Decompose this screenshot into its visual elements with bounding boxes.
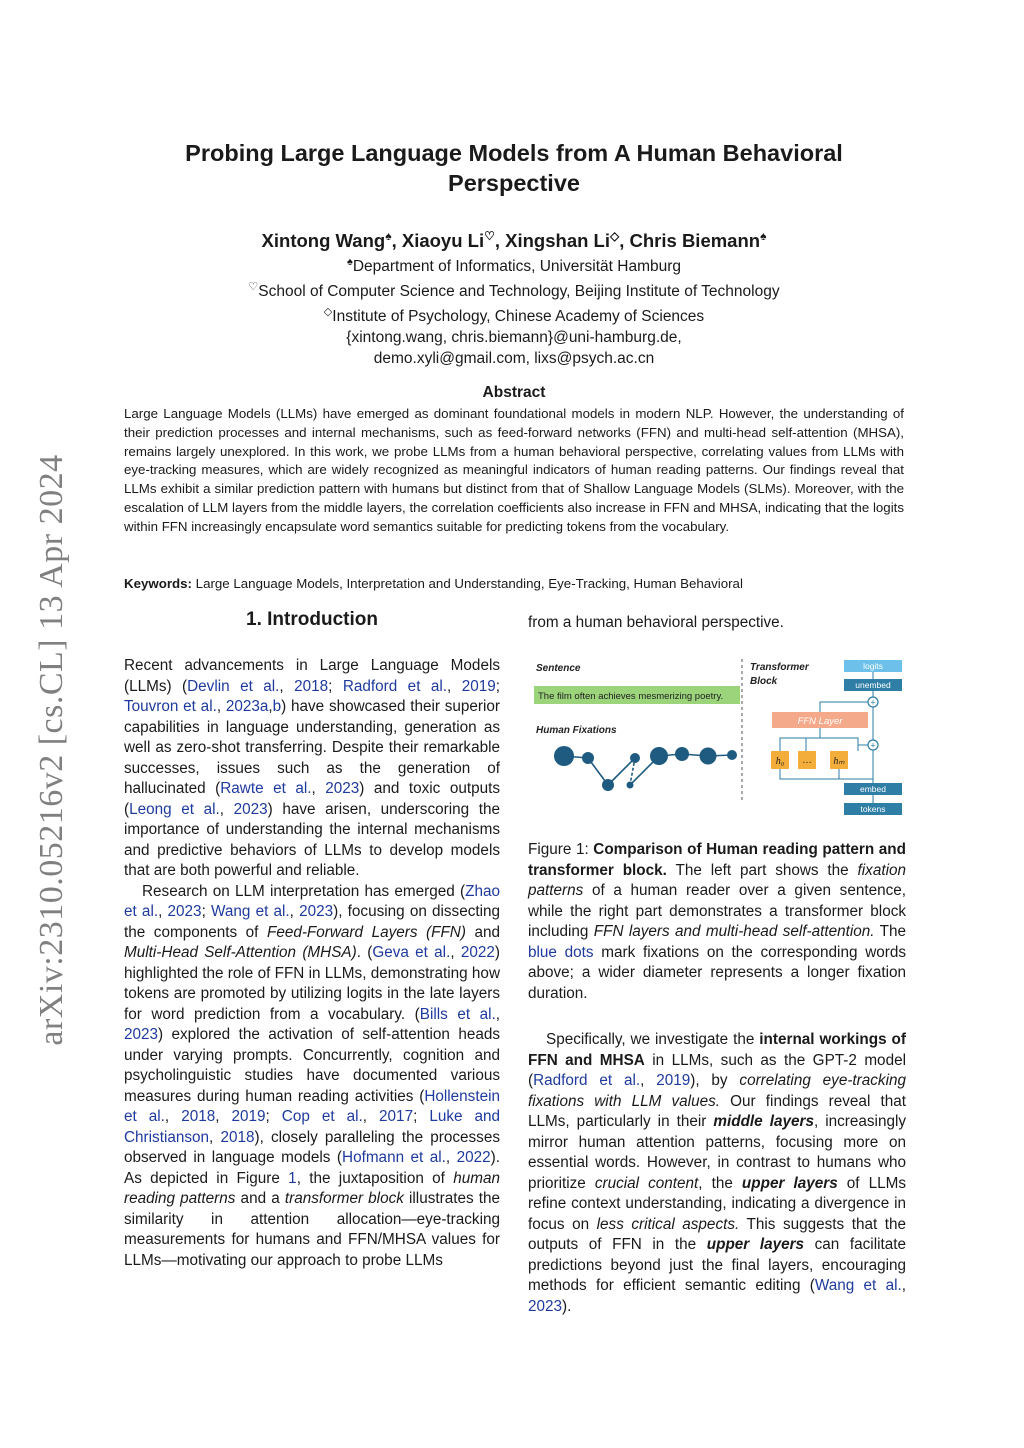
- author-3-mark: ◇: [610, 229, 620, 243]
- text: of LLMs refine context understanding, indicating a divergence in focus on: [528, 1174, 906, 1233]
- strong-emphasis: upper layers: [706, 1236, 805, 1253]
- text: ) explored the activation of self-attention heads under varying prompts. Concurrently, cognition and psycholinguistic studies have documented various measures during human reading activities (: [124, 1026, 500, 1105]
- left-column: [124, 656, 500, 1271]
- affiliation-1-mark: ♠: [346, 256, 353, 268]
- sentence-label: Sentence: [536, 663, 581, 674]
- figure-1: [528, 655, 908, 825]
- text: Our findings reveal that LLMs, particularly in their: [528, 1092, 907, 1130]
- text: Recent advancements in Large Language Models (LLMs) (: [124, 657, 500, 695]
- emphasis: crucial content: [594, 1174, 699, 1192]
- text: ,: [311, 780, 326, 797]
- citation-link[interactable]: 2023: [325, 780, 360, 797]
- keywords-text: Large Language Models, Interpretation and Understanding, Eye-Tracking, Human Behavioral: [191, 576, 743, 591]
- email-line-2: demo.xyli@gmail.com, lixs@psych.ac.cn: [373, 350, 655, 368]
- citation-link[interactable]: Cop et al.: [281, 1108, 363, 1125]
- text: ;: [495, 677, 500, 695]
- fixation-dot-6: [650, 747, 668, 765]
- text: ) have arisen, underscoring the importance of understanding the internal mechanisms and predictive behaviors of LLMs to develop models that are both powerful and reliable.: [124, 800, 500, 879]
- emphasis: correlating eye-tracking fixations with LLM values.: [528, 1072, 906, 1110]
- affiliation-2: [124, 277, 904, 302]
- emphasis: Feed-Forward Layers (FFN): [266, 923, 466, 941]
- plus-upper: +: [870, 697, 876, 708]
- text: ).: [562, 1297, 572, 1315]
- emphasis: Multi-Head Self-Attention (MHSA): [124, 944, 357, 961]
- affiliation-2-text: School of Computer Science and Technology, Beijing Institute of Technology: [258, 283, 780, 301]
- citation-link[interactable]: 2017: [379, 1108, 414, 1125]
- citation-link[interactable]: 2018: [294, 677, 329, 695]
- text: illustrates the similarity in attention allocation—eye-tracking measurements for humans and FFN/MHSA values for LLMs—motivating our approach to probe LLMs: [124, 1190, 501, 1269]
- text: ;: [413, 1108, 430, 1125]
- fixation-dot-3: [602, 779, 614, 791]
- text: ;: [201, 903, 211, 920]
- section-heading-introduction: 1. Introduction: [246, 609, 378, 630]
- right-column-continuation: from a human behavioral perspective.: [528, 614, 784, 631]
- heads-input-line: [780, 769, 873, 779]
- text: , the: [698, 1174, 742, 1192]
- text: of a human reader over a given sentence, while the right part demonstrates a transformer block including: [528, 882, 906, 940]
- citation-link[interactable]: 2023: [167, 903, 202, 920]
- caption-bold: Comparison of Human reading pattern and transformer block.: [528, 841, 906, 879]
- title-line-1: Probing Large Language Models from A Human Behavioral: [185, 140, 843, 166]
- citation-link[interactable]: 2019: [231, 1108, 266, 1125]
- plus-lower: +: [870, 740, 876, 751]
- text: ,: [447, 677, 462, 695]
- text: Research on LLM interpretation has emerged (: [142, 882, 466, 900]
- figure-1-caption: [528, 840, 906, 1004]
- author-1-mark: ♠: [385, 229, 392, 243]
- text: and a: [235, 1190, 285, 1207]
- text: The left part shows the: [666, 861, 858, 879]
- citation-link[interactable]: Zhao et al.: [124, 882, 500, 920]
- affiliation-block: [124, 252, 904, 369]
- affiliation-2-mark: ♡: [248, 281, 259, 294]
- heads-bracket: [780, 738, 858, 751]
- figure-1-diagram: [528, 655, 908, 825]
- ffn-layer-label: FFN Layer: [797, 716, 843, 727]
- figure-ref-link[interactable]: 1: [288, 1169, 297, 1187]
- author-3: , Xingshan Li: [494, 230, 610, 252]
- text: ,: [158, 903, 168, 920]
- citation-link[interactable]: Radford et al.: [533, 1072, 641, 1089]
- text: , the juxtaposition of: [296, 1169, 454, 1187]
- strong: internal workings of FFN and MHSA: [528, 1031, 906, 1069]
- citation-link[interactable]: Leong et al.: [129, 800, 220, 818]
- citation-link[interactable]: Hofmann et al.: [342, 1149, 446, 1166]
- text: ,: [268, 698, 273, 715]
- email-line-1: {xintong.wang, chris.biemann}@uni-hamburg.de,: [346, 329, 682, 347]
- emphasis: less critical aspects.: [596, 1215, 740, 1233]
- arxiv-sidebar: [0, 0, 95, 1448]
- unembed-label: unembed: [855, 680, 891, 690]
- fixations-label: Human Fixations: [536, 725, 617, 736]
- citation-link[interactable]: 2023: [528, 1297, 563, 1315]
- abstract-text: Large Language Models (LLMs) have emerged as dominant foundational models in modern NLP. However, the understanding of their prediction processes and internal mechanisms, such as feed-forward networks (FFN) and multi-head self-attention (MHSA), remains largely unexplored. In this work, we probe LLMs from a human behavioral perspective, correlating values from LLMs with eye-tracking measures, which are widely recognized as meaningful indicators of human reading patterns. Our findings reveal that LLMs exhibit a similar prediction pattern with humans but distinct from that of Shallow Language Models (SLMs). Moreover, with the escalation of LLM layers from the middle layers, the correlation coefficients also increase in FFN and MHSA, indicating that the logits within FFN increasingly encapsulate word semantics suitable for predicting tokens from the vocabulary.: [124, 406, 904, 534]
- text: , increasingly mirror human attention patterns, focusing more on essential words. However, in contrast to humans who prioritize: [528, 1113, 907, 1192]
- text: This suggests that the outputs of FFN in the: [528, 1215, 907, 1253]
- text: Specifically, we investigate the: [546, 1031, 760, 1048]
- fixation-dot-4: [630, 753, 640, 763]
- text: ;: [328, 677, 343, 695]
- text: ,: [279, 677, 295, 695]
- text: ;: [265, 1108, 282, 1125]
- text: ,: [164, 1108, 182, 1125]
- citation-link[interactable]: 2022: [456, 1149, 491, 1166]
- strong-emphasis: middle layers: [713, 1113, 814, 1130]
- right-column: [528, 1030, 906, 1317]
- text: ,: [901, 1277, 906, 1294]
- head-h0-label: h₀: [775, 756, 785, 767]
- sentence-text: The film often achieves mesmerizing poetry.: [538, 691, 724, 702]
- abstract-heading: Abstract: [482, 384, 546, 401]
- citation-link[interactable]: 2023: [233, 800, 268, 818]
- text: ,: [216, 698, 226, 715]
- citation-link[interactable]: Hollenstein et al.: [124, 1087, 500, 1125]
- citation-link[interactable]: 2022: [460, 944, 495, 961]
- arxiv-id-stamp: arXiv:2310.05216v2 [cs.CL] 13 Apr 2024: [33, 454, 70, 1046]
- text: ,: [215, 1108, 232, 1125]
- affiliation-1-text: Department of Informatics, Universität Hamburg: [352, 258, 682, 276]
- citation-link[interactable]: 2023: [299, 903, 334, 920]
- fixation-dot-1: [554, 746, 574, 766]
- text: ,: [445, 1149, 457, 1166]
- text: ), by: [690, 1072, 740, 1089]
- citation-link[interactable]: Wang et al.: [814, 1277, 902, 1294]
- head-dots-label: …: [802, 755, 812, 766]
- keywords-line: [124, 576, 904, 591]
- citation-link[interactable]: Geva et al.: [372, 944, 451, 961]
- emphasis: fixation patterns: [528, 861, 906, 899]
- citation-link[interactable]: 2019: [461, 677, 496, 695]
- text: ,: [362, 1108, 380, 1125]
- citation-link[interactable]: 2018: [220, 1128, 255, 1146]
- embed-label: embed: [860, 784, 886, 794]
- citation-link[interactable]: Luke and Christianson: [124, 1108, 501, 1146]
- text: ,: [640, 1072, 657, 1089]
- citation-link[interactable]: 2023: [124, 1026, 159, 1043]
- text: in LLMs, such as the GPT-2 model (: [528, 1051, 906, 1089]
- affiliation-3-mark: ◇: [323, 306, 333, 319]
- citation-link[interactable]: Bills et al.: [419, 1005, 496, 1023]
- paper-title: [124, 138, 904, 198]
- fixation-dot-2: [582, 752, 594, 764]
- citation-link[interactable]: Rawte et al.: [220, 780, 312, 797]
- citation-link[interactable]: Wang et al.: [211, 903, 290, 920]
- citation-link[interactable]: b: [272, 698, 282, 715]
- paragraph-1: [124, 656, 500, 882]
- text: ,: [209, 1128, 221, 1146]
- fixation-dot-7: [675, 747, 689, 761]
- tokens-label: tokens: [860, 804, 886, 814]
- text: ,: [450, 944, 461, 961]
- transformer-label-1: Transformer: [750, 662, 809, 673]
- author-1: Xintong Wang: [261, 230, 386, 252]
- affiliation-1: [124, 252, 904, 277]
- author-2: , Xiaoyu Li: [391, 230, 485, 252]
- text: ), focusing on dissecting the components of: [124, 903, 501, 941]
- text: ) have showcased their superior capabilities in language understanding, generation as well as zero-shot transferring. Despite their remarkable successes, issues such as the generation of hallucinated (: [124, 698, 500, 797]
- citation-link[interactable]: Touvron et al.: [124, 698, 217, 715]
- text: can facilitate predictions beyond just the final layers, encouraging methods for efficient semantic editing (: [528, 1236, 907, 1294]
- fixation-dot-8: [700, 748, 717, 765]
- citation-link[interactable]: 2023a: [225, 698, 269, 715]
- fixation-dot-9: [727, 750, 737, 760]
- author-2-mark: ♡: [484, 229, 495, 243]
- author-4-mark: ♠: [760, 229, 767, 243]
- text: The: [874, 923, 906, 940]
- text: ,: [219, 800, 234, 818]
- paragraph-3: [528, 1030, 906, 1317]
- caption-prefix: Figure 1:: [528, 841, 594, 858]
- title-line-2: Perspective: [448, 170, 580, 196]
- citation-link[interactable]: Radford et al.: [342, 677, 448, 695]
- text: ,: [289, 903, 300, 920]
- text: ) highlighted the role of FFN in LLMs, demonstrating how tokens are promoted by utilizing logits in the late layers for word prediction from a vocabulary. (: [124, 944, 500, 1023]
- text: ), closely paralleling the processes observed in language models (: [124, 1128, 500, 1166]
- fixation-dot-5: [627, 782, 634, 789]
- text: . (: [356, 944, 373, 961]
- strong-emphasis: upper layers: [741, 1174, 838, 1192]
- caption-blue-dots: blue dots: [528, 943, 594, 961]
- affiliation-3: [124, 302, 904, 327]
- text: ,: [495, 1005, 500, 1023]
- emphasis: transformer block: [284, 1190, 404, 1207]
- logits-label: logits: [863, 661, 883, 671]
- transformer-label-2: Block: [750, 676, 778, 687]
- text: and: [465, 923, 500, 941]
- text: ). As depicted in Figure: [124, 1149, 500, 1187]
- ffn-out-arrow: [820, 702, 868, 712]
- affiliation-3-text: Institute of Psychology, Chinese Academy of Sciences: [332, 308, 705, 326]
- citation-link[interactable]: 2019: [656, 1072, 691, 1089]
- citation-link[interactable]: Devlin et al.: [187, 677, 280, 695]
- head-hm-label: hₘ: [833, 756, 845, 767]
- emphasis: FFN layers and multi-head self-attention.: [593, 923, 875, 940]
- paragraph-2: [124, 882, 500, 1272]
- author-list: [124, 229, 904, 252]
- emphasis: human reading patterns: [124, 1169, 500, 1207]
- text: mark fixations on the corresponding words above; a wider diameter represents a longer fixation duration.: [528, 943, 906, 1002]
- citation-link[interactable]: 2018: [181, 1108, 216, 1125]
- keywords-label: Keywords:: [124, 576, 192, 591]
- author-4: , Chris Biemann: [619, 230, 761, 252]
- text: ) and toxic outputs (: [124, 780, 501, 818]
